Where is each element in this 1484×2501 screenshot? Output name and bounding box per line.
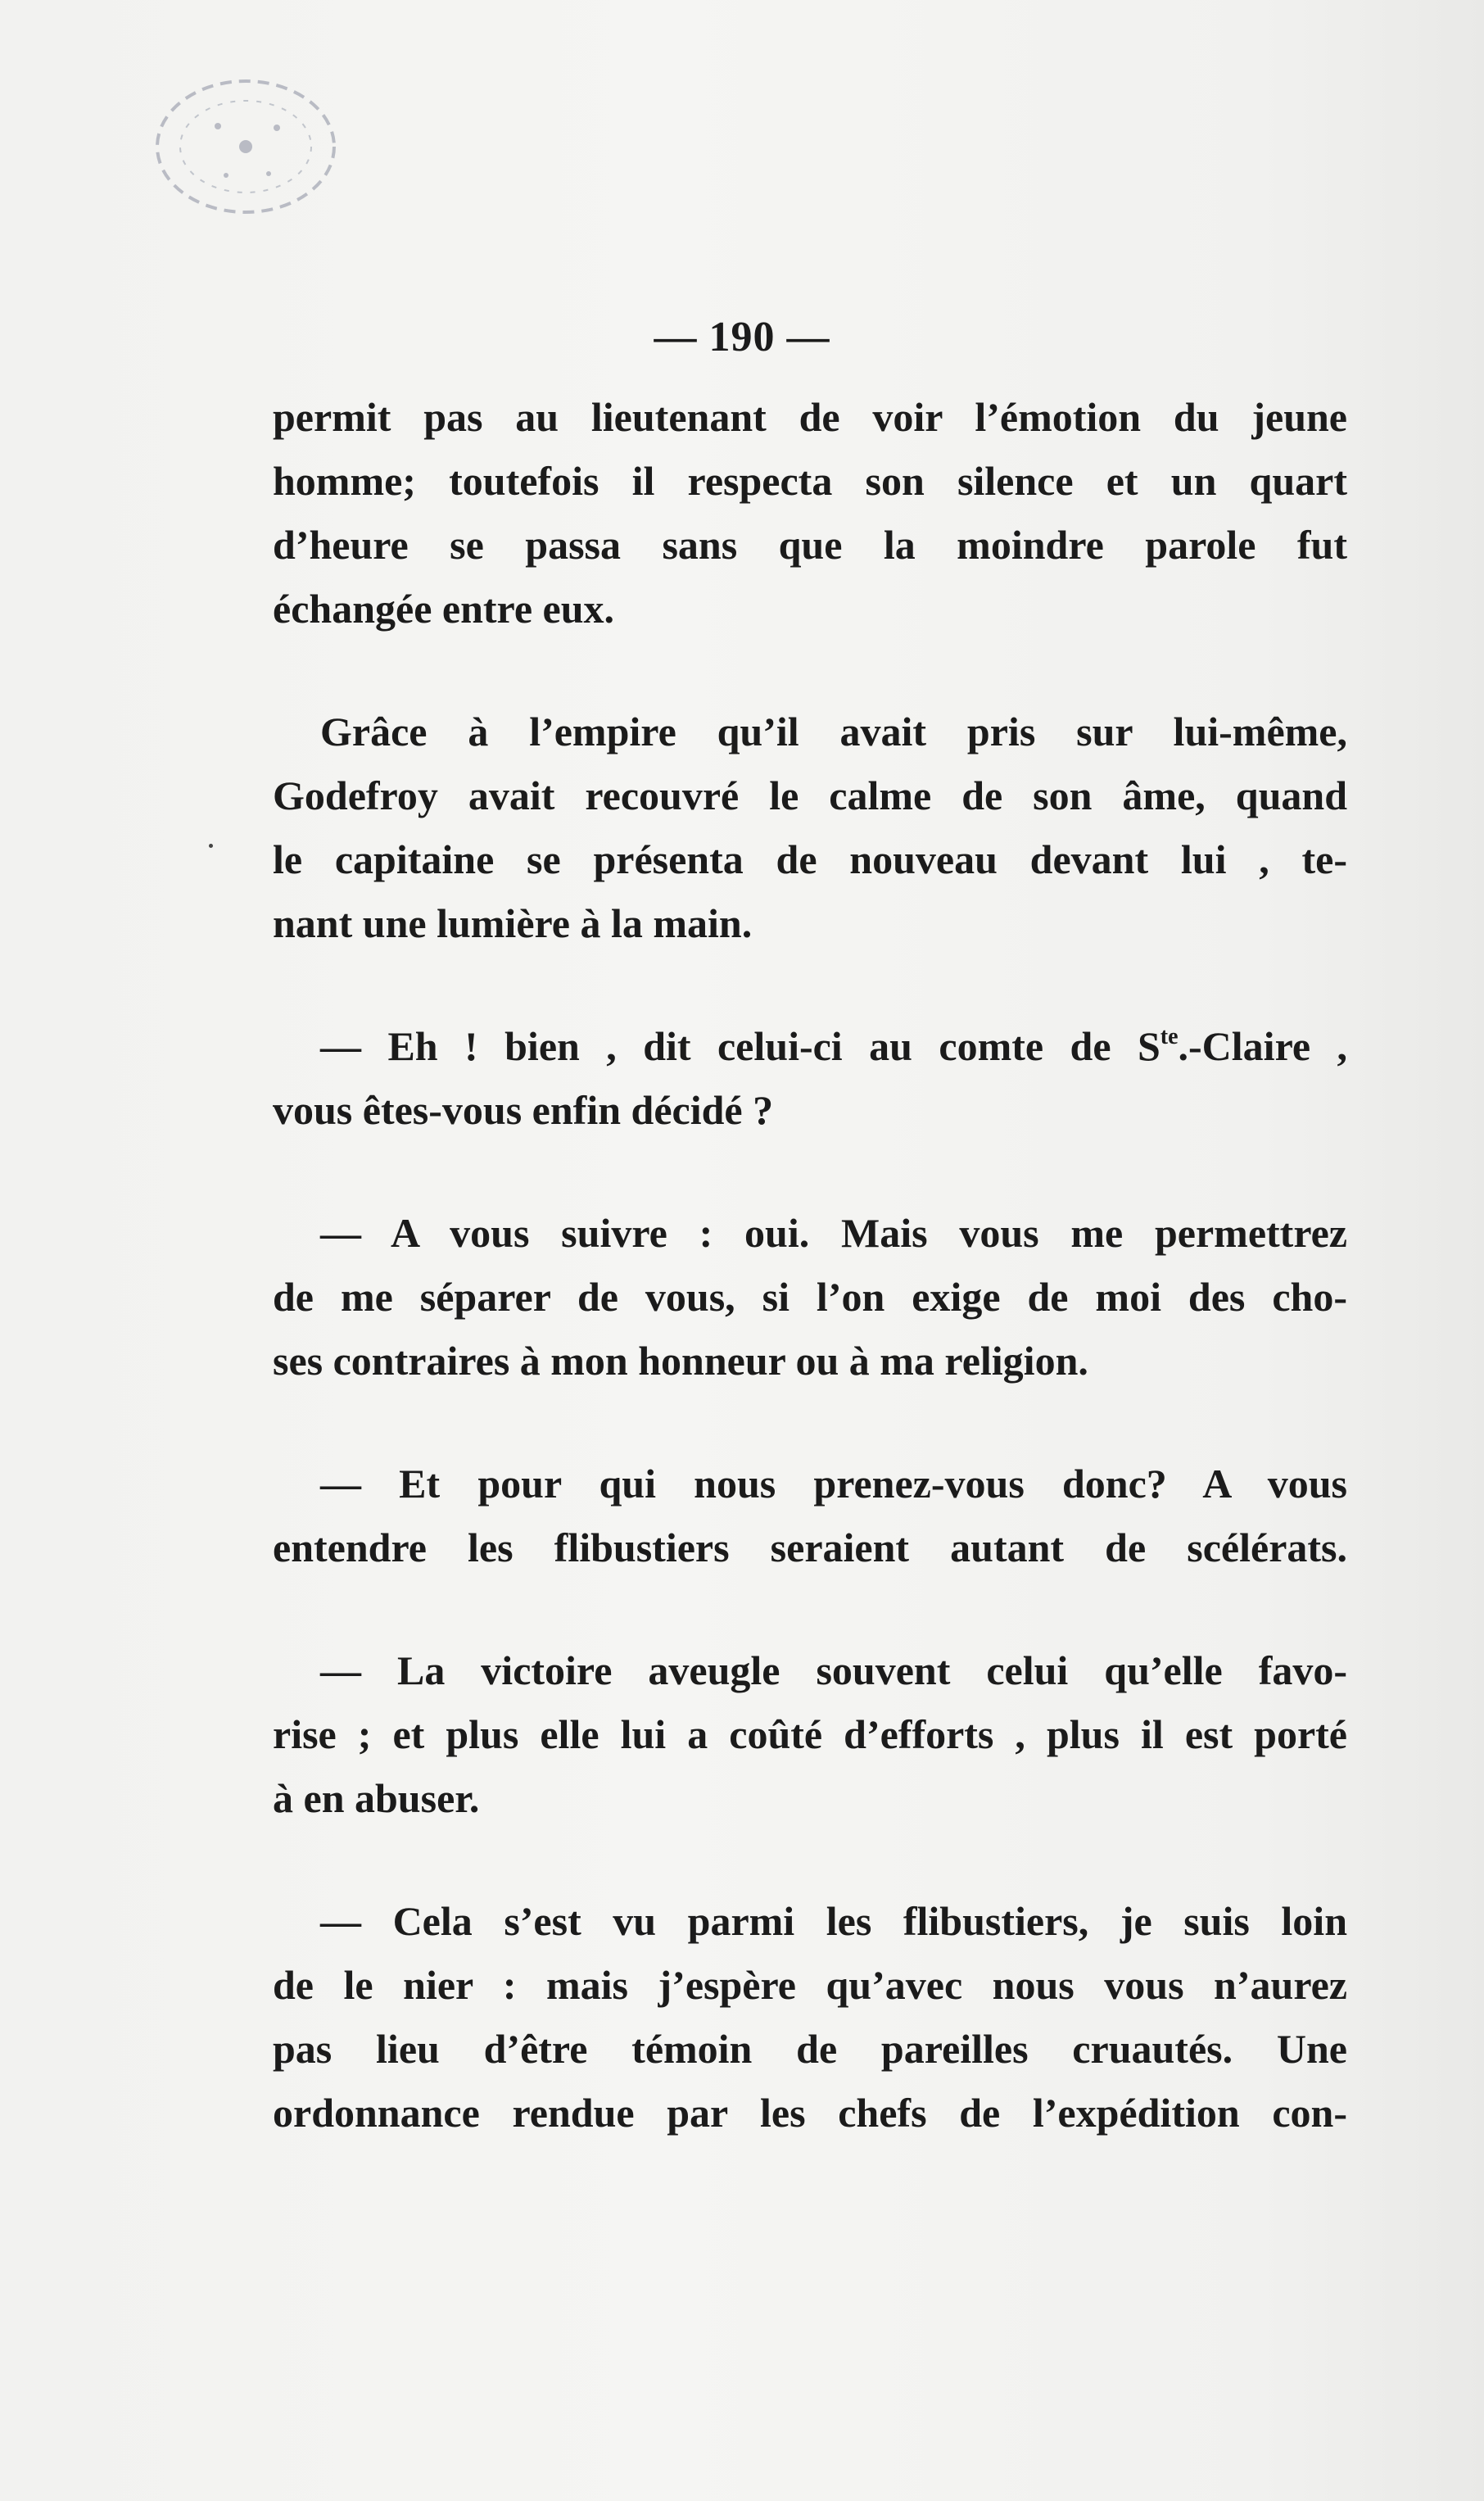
body-text xyxy=(273,385,1347,2204)
text-line: entendre les flibustiers seraient autant de scélérats. xyxy=(273,1525,1347,1570)
text-line: — Cela s’est vu parmi les flibustiers, je suis loin xyxy=(320,1898,1347,1944)
text-line-start: — Eh ! bien , dit celui-ci au comte de S xyxy=(320,1023,1161,1069)
ink-speck xyxy=(209,844,213,848)
page-number: — 190 — xyxy=(654,314,830,360)
library-stamp-icon xyxy=(146,69,351,224)
text-line: rise ; et plus elle lui a coûté d’efforts , plus il est porté xyxy=(273,1711,1347,1757)
text-line: vous êtes-vous enfin décidé ? xyxy=(273,1087,774,1133)
abbreviation-superscript: te xyxy=(1160,1024,1179,1049)
text-line: d’heure se passa sans que la moindre parole fut xyxy=(273,522,1347,568)
text-line: — A vous suivre : oui. Mais vous me permettrez xyxy=(320,1210,1347,1256)
text-line: à en abuser. xyxy=(273,1775,480,1821)
paragraph xyxy=(273,1014,1347,1142)
paragraph xyxy=(273,1452,1347,1579)
text-line: nant une lumière à la main. xyxy=(273,900,753,946)
paragraph xyxy=(273,385,1347,641)
text-line: — La victoire aveugle souvent celui qu’elle favo- xyxy=(320,1647,1347,1693)
text-line: — Et pour qui nous prenez-vous donc? A vous xyxy=(320,1461,1347,1506)
text-line: ses contraires à mon honneur ou à ma religion. xyxy=(273,1338,1088,1384)
text-line: homme; toutefois il respecta son silence et un quart xyxy=(273,458,1347,504)
text-line: pas lieu d’être témoin de pareilles cruautés. Une xyxy=(273,2026,1347,2072)
text-line: Grâce à l’empire qu’il avait pris sur lui-même, xyxy=(320,709,1347,754)
text-line: ordonnance rendue par les chefs de l’expédition con- xyxy=(273,2090,1347,2136)
text-line: le capitaine se présenta de nouveau devant lui , te- xyxy=(273,836,1347,882)
paragraph xyxy=(273,1201,1347,1393)
text-line: de me séparer de vous, si l’on exige de moi des cho- xyxy=(273,1274,1347,1320)
paragraph xyxy=(273,700,1347,955)
text-line xyxy=(273,1014,1347,1078)
paragraph xyxy=(273,1638,1347,1830)
text-line: Godefroy avait recouvré le calme de son âme, quand xyxy=(273,773,1347,818)
paragraph xyxy=(273,1889,1347,2145)
text-line-end: .-Claire , xyxy=(1178,1023,1347,1069)
text-line: de le nier : mais j’espère qu’avec nous vous n’aurez xyxy=(273,1962,1347,2008)
text-line: permit pas au lieutenant de voir l’émotion du jeune xyxy=(273,394,1347,440)
text-line: échangée entre eux. xyxy=(273,586,615,632)
